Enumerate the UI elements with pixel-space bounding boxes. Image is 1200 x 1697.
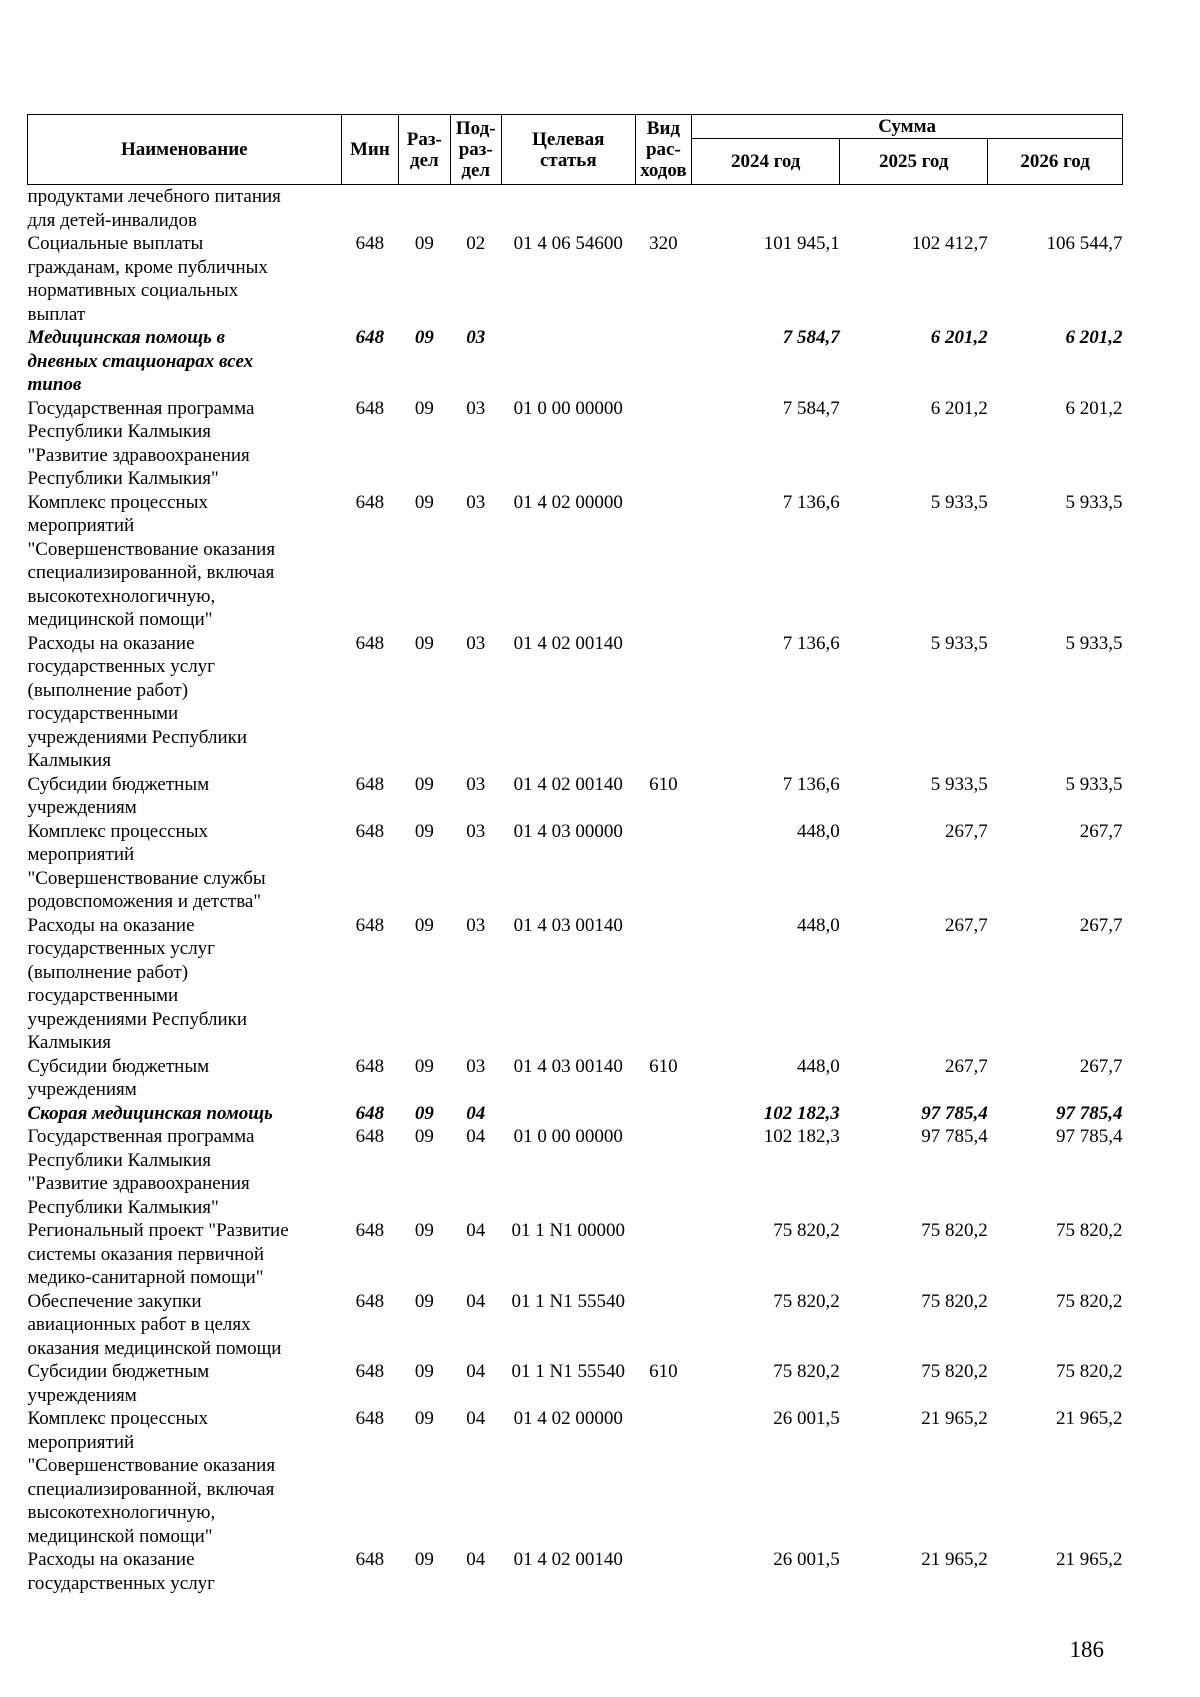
row-target-article-cell: 01 4 02 00140 [513, 773, 623, 795]
row-target-article-cell [501, 185, 635, 233]
row-section-cell [399, 185, 450, 233]
row-expense-type-cell [635, 397, 692, 491]
row-target-article-cell: 01 4 02 00140 [513, 1549, 623, 1570]
header-year-2026: 2026 год [988, 139, 1123, 185]
row-ministry-cell [341, 185, 399, 233]
row-ministry-cell: 648 [355, 1102, 385, 1124]
row-ministry-cell: 648 [355, 773, 385, 795]
row-section-cell: 09 [414, 773, 434, 795]
header-expense-type: Вид рас- ходов [635, 115, 692, 185]
row-expense-type-cell [635, 1290, 692, 1361]
row-sum-2024-cell: 102 182,3 [763, 1126, 840, 1147]
row-sum-2024-cell: 7 136,6 [782, 773, 840, 795]
row-expense-type-cell [635, 632, 692, 773]
row-sum-2026-cell: 97 785,4 [1056, 1102, 1123, 1124]
row-sum-2024-cell: 7 584,7 [782, 397, 840, 419]
header-name: Наименование [28, 115, 342, 185]
row-section-cell: 09 [414, 327, 434, 348]
table-row [28, 232, 1123, 326]
row-section-cell: 09 [414, 632, 434, 654]
row-sum-2025-cell: 5 933,5 [930, 491, 988, 513]
row-expense-type-cell: 610 [649, 1361, 678, 1382]
row-sum-2026-cell: 6 201,2 [1065, 397, 1123, 419]
row-subsection-cell: 04 [466, 1290, 486, 1312]
row-ministry-cell: 648 [355, 397, 385, 419]
row-name-cell: Государственная программа Республики Калмыкия "Развитие здравоохранения Республики Калмыкия" [27, 1126, 255, 1218]
row-name-cell: Медицинская помощь в дневных стационарах всех типов [27, 327, 254, 395]
table-section-row [28, 1102, 1123, 1126]
row-sum-2026-cell: 75 820,2 [1056, 1290, 1123, 1312]
row-expense-type-cell [635, 326, 692, 397]
row-subsection-cell: 04 [466, 1220, 486, 1241]
row-name-cell: Расходы на оказание государственных услуг [27, 1549, 215, 1594]
row-subsection-cell: 03 [466, 820, 486, 842]
row-sum-2024-cell: 26 001,5 [773, 1408, 840, 1429]
row-expense-type-cell [635, 1548, 692, 1595]
row-ministry-cell: 648 [355, 1290, 385, 1312]
row-sum-2026-cell: 21 965,2 [1056, 1408, 1123, 1429]
row-sum-2026-cell [988, 185, 1123, 233]
row-sum-2025-cell: 6 201,2 [930, 327, 988, 348]
row-expense-type-cell [635, 820, 692, 914]
row-subsection-cell: 03 [466, 327, 486, 348]
row-name-cell: Обеспечение закупки авиационных работ в целях оказания медицинской помощи [27, 1290, 282, 1359]
row-target-article-cell: 01 1 N1 55540 [511, 1361, 626, 1382]
row-expense-type-cell [635, 1125, 692, 1219]
page-number: 186 [1069, 1637, 1104, 1662]
header-min: Мин [341, 115, 399, 185]
table-section-row [28, 326, 1123, 397]
row-subsection-cell: 03 [466, 773, 486, 795]
row-sum-2026-cell: 6 201,2 [1065, 327, 1123, 348]
row-subsection-cell: 03 [466, 914, 486, 936]
row-expense-type-cell [635, 1102, 692, 1126]
row-name-cell: Комплекс процессных мероприятий "Совершенствование службы родовспоможения и детства" [27, 820, 266, 912]
table-row [28, 773, 1123, 820]
table-row [28, 1360, 1123, 1407]
row-sum-2024-cell: 75 820,2 [773, 1290, 840, 1312]
row-sum-2026-cell: 21 965,2 [1056, 1549, 1123, 1570]
row-section-cell: 09 [414, 1220, 434, 1241]
table-row [28, 1290, 1123, 1361]
row-sum-2026-cell: 5 933,5 [1065, 773, 1123, 795]
row-sum-2026-cell: 5 933,5 [1065, 632, 1123, 654]
row-subsection-cell: 03 [466, 1055, 486, 1077]
row-subsection-cell: 03 [466, 491, 486, 513]
row-subsection-cell: 04 [466, 1361, 486, 1382]
row-sum-2024-cell: 7 584,7 [782, 327, 840, 348]
row-section-cell: 09 [414, 914, 434, 936]
row-sum-2025-cell: 102 412,7 [911, 233, 988, 254]
row-target-article-cell: 01 4 03 00140 [513, 1055, 623, 1077]
header-razdel: Раз- дел [399, 115, 450, 185]
row-ministry-cell: 648 [355, 1361, 385, 1382]
row-subsection-cell [450, 185, 501, 233]
row-sum-2024-cell: 102 182,3 [763, 1102, 840, 1124]
row-ministry-cell: 648 [355, 491, 385, 513]
row-expense-type-cell [635, 185, 692, 233]
row-expense-type-cell [635, 1407, 692, 1548]
row-sum-2024-cell: 75 820,2 [773, 1220, 840, 1241]
row-sum-2024-cell: 75 820,2 [773, 1361, 840, 1382]
row-sum-2025-cell: 6 201,2 [930, 397, 988, 419]
row-name-cell: Субсидии бюджетным учреждениям [27, 1055, 210, 1100]
row-name-cell: Социальные выплаты гражданам, кроме публичных нормативных социальных выплат [27, 233, 268, 325]
row-section-cell: 09 [414, 1055, 434, 1077]
row-target-article-cell [501, 1102, 635, 1126]
row-ministry-cell: 648 [355, 1055, 385, 1077]
row-subsection-cell: 04 [466, 1102, 486, 1124]
row-sum-2024-cell [692, 185, 840, 233]
row-sum-2024-cell: 7 136,6 [782, 632, 840, 654]
row-sum-2025-cell: 5 933,5 [930, 632, 988, 654]
row-target-article-cell: 01 1 N1 55540 [511, 1290, 626, 1312]
row-name-cell: продуктами лечебного питания для детей-инвалидов [27, 186, 281, 231]
row-sum-2024-cell: 448,0 [796, 820, 840, 842]
row-sum-2024-cell: 26 001,5 [773, 1549, 840, 1570]
row-sum-2026-cell: 267,7 [1079, 820, 1123, 842]
row-sum-2025-cell: 5 933,5 [930, 773, 988, 795]
budget-table [27, 114, 1123, 1595]
budget-table-container [27, 114, 1123, 1595]
table-row [28, 397, 1123, 491]
row-sum-2025-cell: 75 820,2 [921, 1290, 988, 1312]
row-sum-2025-cell [840, 185, 988, 233]
table-row [28, 1548, 1123, 1595]
row-target-article-cell: 01 4 02 00000 [513, 1408, 623, 1429]
row-expense-type-cell: 610 [649, 1055, 678, 1077]
row-name-cell: Расходы на оказание государственных услуг (выполнение работ) государственными учреждениями Республики Калмыкия [27, 632, 248, 771]
row-sum-2024-cell: 7 136,6 [782, 491, 840, 513]
row-sum-2025-cell: 97 785,4 [921, 1102, 988, 1124]
row-ministry-cell: 648 [355, 820, 385, 842]
row-ministry-cell: 648 [355, 1549, 385, 1570]
table-row [28, 914, 1123, 1055]
row-target-article-cell: 01 4 02 00140 [513, 632, 623, 654]
table-row [28, 1055, 1123, 1102]
table-row [28, 1407, 1123, 1548]
row-section-cell: 09 [414, 1408, 434, 1429]
row-target-article-cell: 01 0 00 00000 [513, 397, 623, 419]
row-subsection-cell: 03 [466, 397, 486, 419]
row-expense-type-cell: 610 [649, 773, 678, 795]
table-row [28, 185, 1123, 233]
row-subsection-cell: 04 [466, 1408, 486, 1429]
row-sum-2026-cell: 267,7 [1079, 1055, 1123, 1077]
row-subsection-cell: 04 [466, 1126, 486, 1147]
row-name-cell: Расходы на оказание государственных услуг (выполнение работ) государственными учреждениями Республики Калмыкия [27, 914, 248, 1053]
row-ministry-cell: 648 [355, 1126, 385, 1147]
row-sum-2025-cell: 267,7 [945, 1055, 988, 1077]
row-ministry-cell: 648 [355, 1220, 385, 1241]
row-name-cell: Субсидии бюджетным учреждениям [27, 1361, 210, 1406]
header-year-2025: 2025 год [840, 139, 988, 185]
row-section-cell: 09 [414, 1126, 434, 1147]
row-name-cell: Государственная программа Республики Калмыкия "Развитие здравоохранения Республики Калмыкия" [27, 397, 255, 489]
row-sum-2025-cell: 267,7 [945, 914, 988, 936]
row-name-cell: Комплекс процессных мероприятий "Совершенствование оказания специализированной, включая высокотехнологичную, медицинской помощи" [27, 491, 276, 630]
header-podrazdel: Под- раз- дел [450, 115, 501, 185]
row-section-cell: 09 [414, 820, 434, 842]
row-name-cell: Комплекс процессных мероприятий "Совершенствование оказания специализированной, включая высокотехнологичную, медицинской помощи" [27, 1408, 276, 1547]
row-expense-type-cell [635, 491, 692, 632]
row-sum-2025-cell: 75 820,2 [921, 1361, 988, 1382]
row-subsection-cell: 04 [466, 1549, 486, 1570]
row-expense-type-cell: 320 [649, 233, 678, 254]
row-name-cell: Субсидии бюджетным учреждениям [27, 773, 210, 818]
row-sum-2024-cell: 101 945,1 [763, 233, 840, 254]
row-ministry-cell: 648 [355, 327, 385, 348]
row-section-cell: 09 [414, 1290, 434, 1312]
row-section-cell: 09 [414, 397, 434, 419]
row-sum-2026-cell: 5 933,5 [1065, 491, 1123, 513]
row-section-cell: 09 [414, 491, 434, 513]
header-year-2024: 2024 год [692, 139, 840, 185]
table-row [28, 1219, 1123, 1290]
row-target-article-cell: 01 4 06 54600 [513, 233, 623, 254]
row-sum-2026-cell: 106 544,7 [1046, 233, 1123, 254]
row-name-cell: Скорая медицинская помощь [27, 1102, 273, 1124]
row-section-cell: 09 [414, 1102, 434, 1124]
row-section-cell: 09 [414, 233, 434, 254]
row-ministry-cell: 648 [355, 1408, 385, 1429]
row-sum-2025-cell: 21 965,2 [921, 1549, 988, 1570]
row-subsection-cell: 02 [466, 233, 486, 254]
row-target-article-cell: 01 4 03 00140 [513, 914, 623, 936]
header-sum: Сумма [692, 115, 1123, 139]
table-body [28, 185, 1123, 1596]
row-expense-type-cell [635, 1219, 692, 1290]
row-target-article-cell: 01 4 03 00000 [513, 820, 623, 842]
row-target-article-cell: 01 0 00 00000 [513, 1126, 623, 1147]
row-ministry-cell: 648 [355, 632, 385, 654]
row-sum-2025-cell: 21 965,2 [921, 1408, 988, 1429]
row-name-cell: Региональный проект "Развитие системы оказания первичной медико-санитарной помощи" [27, 1220, 289, 1288]
row-sum-2025-cell: 267,7 [945, 820, 988, 842]
row-expense-type-cell [635, 914, 692, 1055]
row-target-article-cell [501, 326, 635, 397]
table-row [28, 491, 1123, 632]
row-ministry-cell: 648 [355, 233, 385, 254]
row-subsection-cell: 03 [466, 632, 486, 654]
table-row [28, 820, 1123, 914]
row-sum-2026-cell: 75 820,2 [1056, 1220, 1123, 1241]
row-target-article-cell: 01 1 N1 00000 [511, 1220, 626, 1241]
row-ministry-cell: 648 [355, 914, 385, 936]
row-sum-2024-cell: 448,0 [796, 914, 840, 936]
row-target-article-cell: 01 4 02 00000 [513, 491, 623, 513]
row-section-cell: 09 [414, 1549, 434, 1570]
row-sum-2026-cell: 97 785,4 [1056, 1126, 1123, 1147]
row-sum-2025-cell: 75 820,2 [921, 1220, 988, 1241]
table-row [28, 632, 1123, 773]
table-row [28, 1125, 1123, 1219]
row-sum-2026-cell: 75 820,2 [1056, 1361, 1123, 1382]
header-target-article: Целевая статья [501, 115, 635, 185]
row-sum-2026-cell: 267,7 [1079, 914, 1123, 936]
row-section-cell: 09 [414, 1361, 434, 1382]
row-sum-2025-cell: 97 785,4 [921, 1126, 988, 1147]
row-sum-2024-cell: 448,0 [796, 1055, 840, 1077]
